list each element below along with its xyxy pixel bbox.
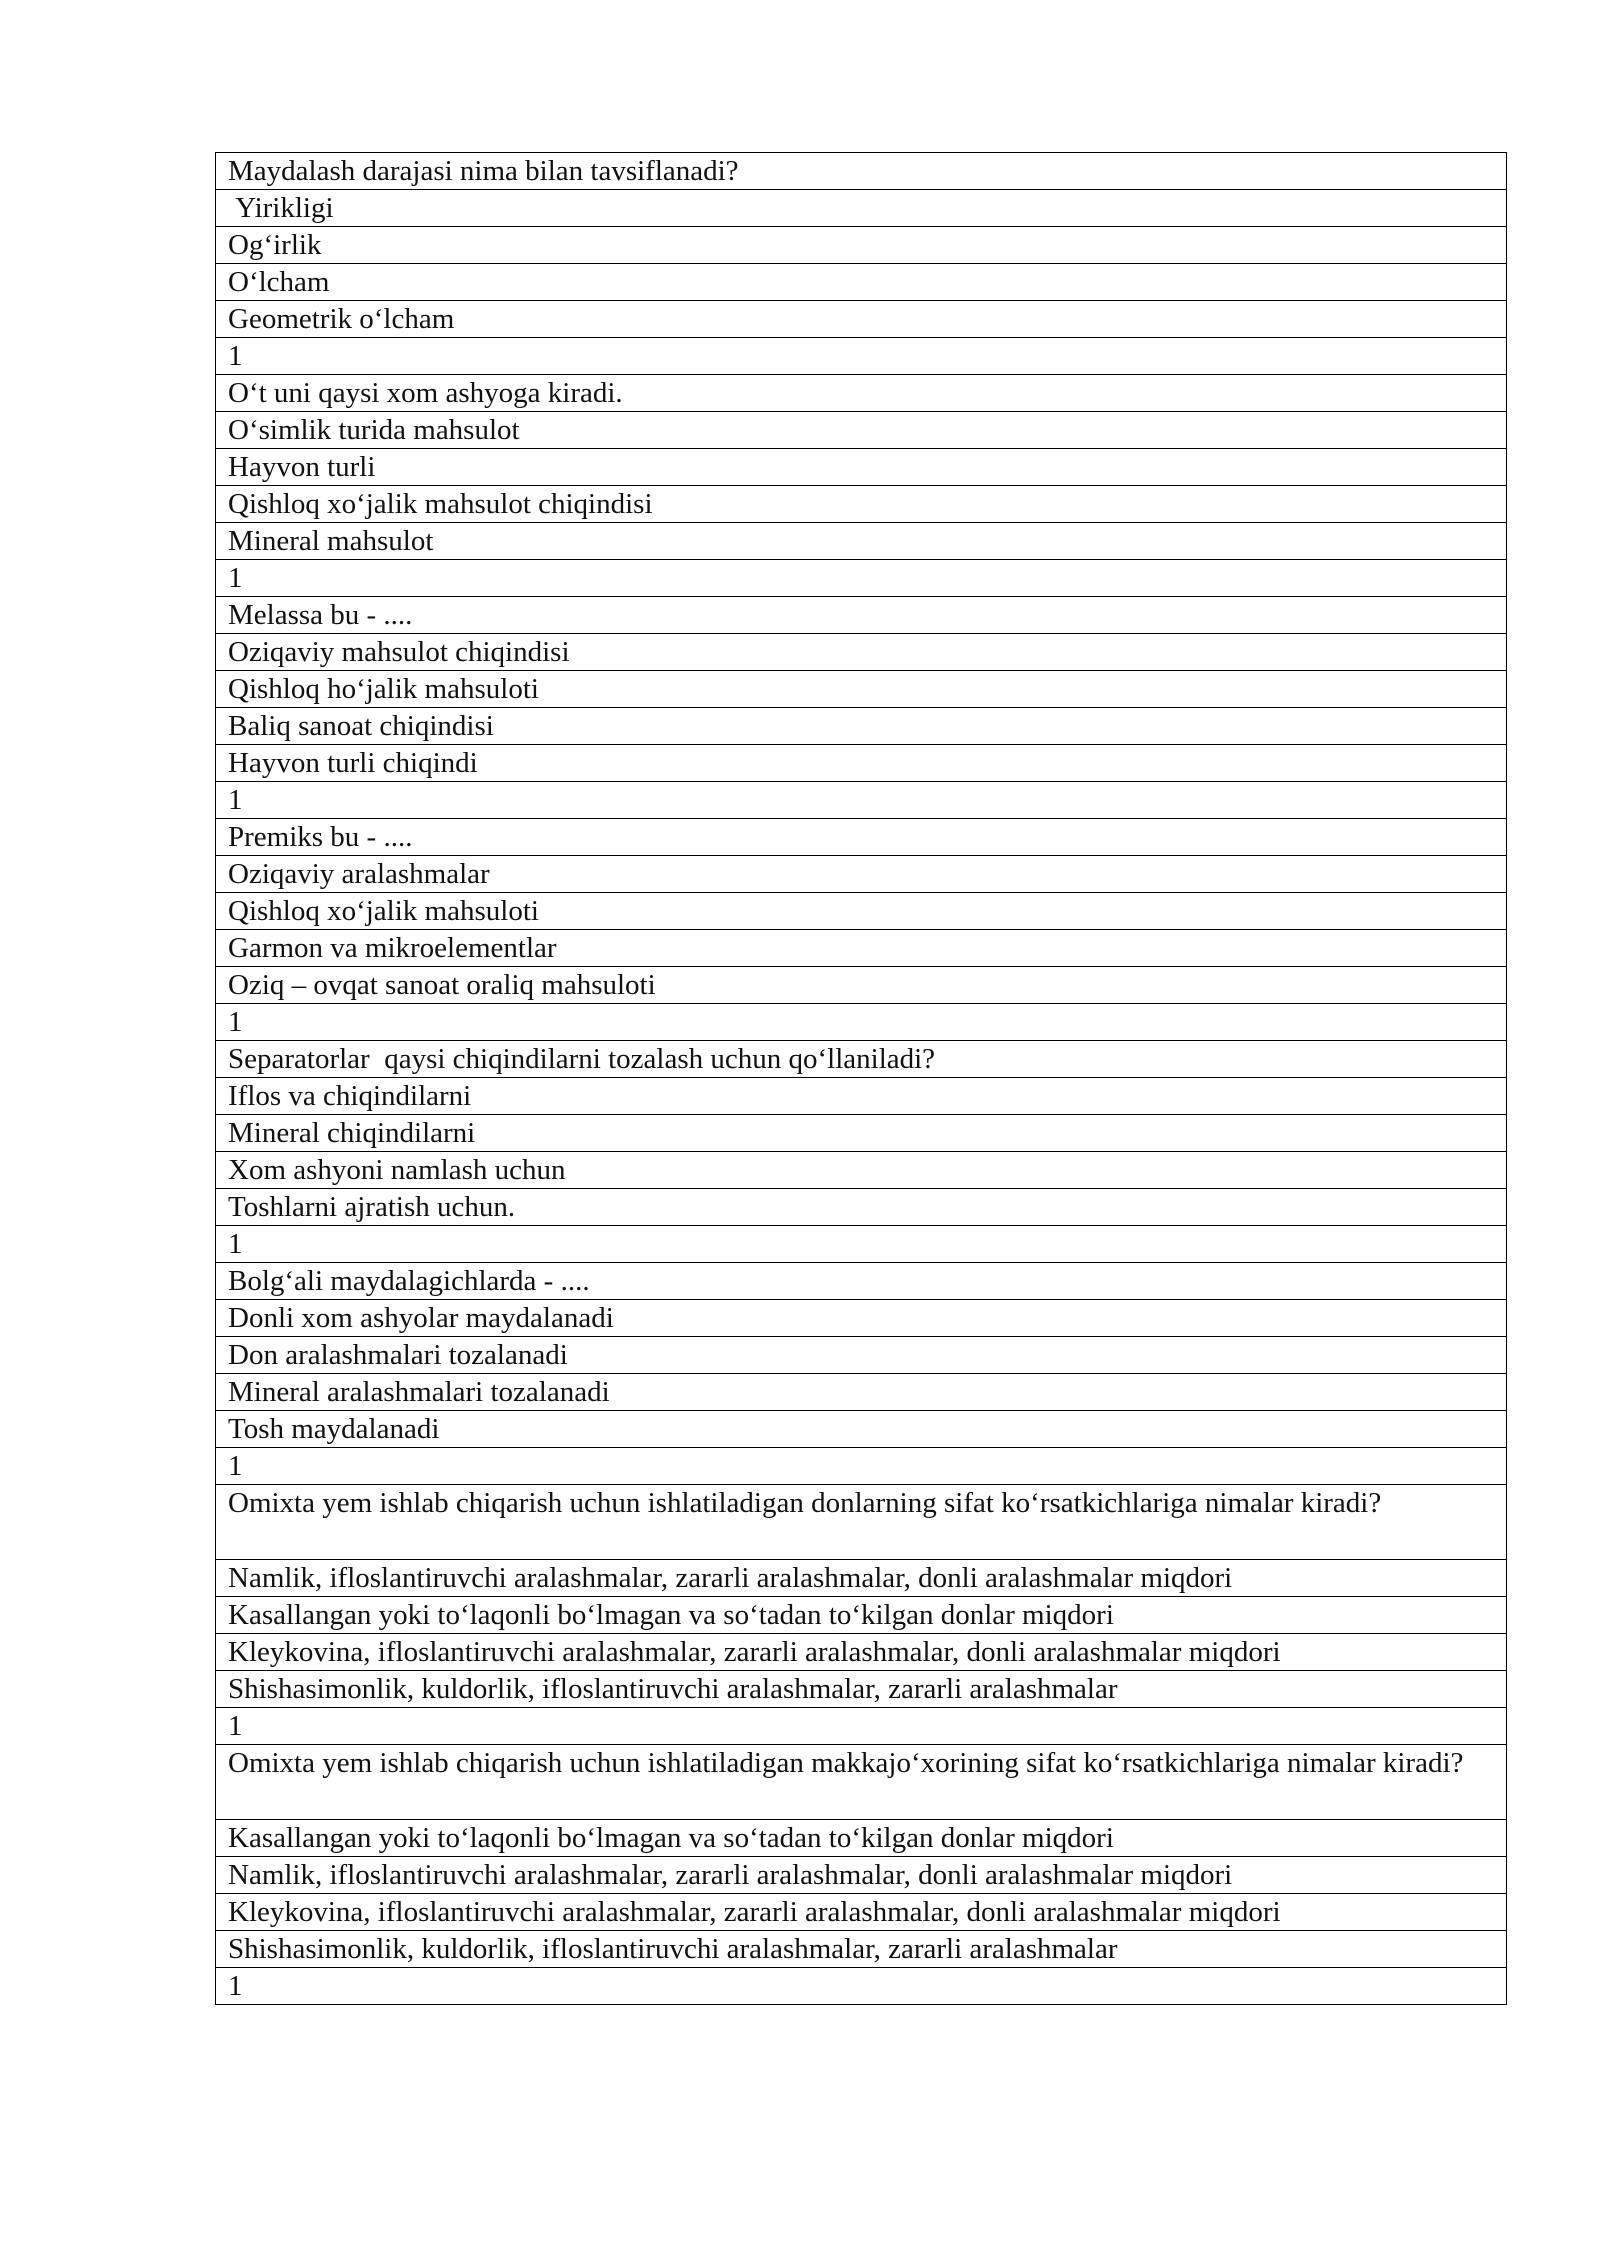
- table-cell: 1: [216, 1968, 1507, 2005]
- table-row: [216, 819, 1507, 856]
- table-row: [216, 449, 1507, 486]
- table-cell: Tosh maydalanadi: [216, 1411, 1507, 1448]
- table-cell: Bolg‘ali maydalagichlarda - ....: [216, 1263, 1507, 1300]
- table-row: [216, 1931, 1507, 1968]
- table-cell: Yirikligi: [216, 190, 1507, 227]
- table-cell: Geometrik o‘lcham: [216, 301, 1507, 338]
- table-row: [216, 1894, 1507, 1931]
- table-cell: Shishasimonlik, kuldorlik, ifloslantiruvchi aralashmalar, zararli aralashmalar: [216, 1931, 1507, 1968]
- table-row: [216, 1115, 1507, 1152]
- table-row: [216, 671, 1507, 708]
- table-row: [216, 301, 1507, 338]
- table-row: [216, 1671, 1507, 1708]
- table-row: [216, 1078, 1507, 1115]
- table-cell: 1: [216, 1708, 1507, 1745]
- table-cell: Baliq sanoat chiqindisi: [216, 708, 1507, 745]
- table-cell: Donli xom ashyolar maydalanadi: [216, 1300, 1507, 1337]
- table-cell: Kleykovina, ifloslantiruvchi aralashmalar, zararli aralashmalar, donli aralashmalar miqdori: [216, 1894, 1507, 1931]
- table-cell: Mineral aralashmalari tozalanadi: [216, 1374, 1507, 1411]
- table-cell: Namlik, ifloslantiruvchi aralashmalar, zararli aralashmalar, donli aralashmalar miqdori: [216, 1560, 1507, 1597]
- table-cell: Qishloq xo‘jalik mahsuloti: [216, 893, 1507, 930]
- table-cell: Iflos va chiqindilarni: [216, 1078, 1507, 1115]
- table-row: [216, 375, 1507, 412]
- table-row: [216, 1263, 1507, 1300]
- table-row: [216, 1485, 1507, 1560]
- table-cell: Hayvon turli chiqindi: [216, 745, 1507, 782]
- table-cell: Separatorlar qaysi chiqindilarni tozalash uchun qo‘llaniladi?: [216, 1041, 1507, 1078]
- table-cell: Mineral chiqindilarni: [216, 1115, 1507, 1152]
- table-cell: Kasallangan yoki to‘laqonli bo‘lmagan va so‘tadan to‘kilgan donlar miqdori: [216, 1820, 1507, 1857]
- table-cell: Don aralashmalari tozalanadi: [216, 1337, 1507, 1374]
- table-cell: 1: [216, 560, 1507, 597]
- table-row: [216, 1337, 1507, 1374]
- table-row: [216, 1300, 1507, 1337]
- table-row: [216, 1041, 1507, 1078]
- question-table: [215, 152, 1507, 2005]
- table-row: [216, 745, 1507, 782]
- table-row: [216, 856, 1507, 893]
- table-row: [216, 1820, 1507, 1857]
- table-row: [216, 1634, 1507, 1671]
- table-cell: Mineral mahsulot: [216, 523, 1507, 560]
- table-cell: 1: [216, 1004, 1507, 1041]
- table-row: [216, 153, 1507, 190]
- question-table-body: [216, 153, 1507, 2005]
- table-cell: Maydalash darajasi nima bilan tavsiflanadi?: [216, 153, 1507, 190]
- table-cell: Toshlarni ajratish uchun.: [216, 1189, 1507, 1226]
- table-cell: O‘simlik turida mahsulot: [216, 412, 1507, 449]
- table-row: [216, 1004, 1507, 1041]
- table-row: [216, 634, 1507, 671]
- table-row: [216, 523, 1507, 560]
- table-cell: O‘lcham: [216, 264, 1507, 301]
- table-row: [216, 560, 1507, 597]
- table-row: [216, 412, 1507, 449]
- table-row: [216, 1374, 1507, 1411]
- table-row: [216, 967, 1507, 1004]
- table-cell: Namlik, ifloslantiruvchi aralashmalar, zararli aralashmalar, donli aralashmalar miqdori: [216, 1857, 1507, 1894]
- table-cell: Oziqaviy aralashmalar: [216, 856, 1507, 893]
- table-row: [216, 597, 1507, 634]
- table-row: [216, 1745, 1507, 1820]
- table-row: [216, 1152, 1507, 1189]
- table-cell: 1: [216, 338, 1507, 375]
- table-row: [216, 1560, 1507, 1597]
- table-row: [216, 1708, 1507, 1745]
- table-row: [216, 1597, 1507, 1634]
- table-cell: Og‘irlik: [216, 227, 1507, 264]
- table-cell: 1: [216, 1226, 1507, 1263]
- table-row: [216, 1968, 1507, 2005]
- table-cell: Xom ashyoni namlash uchun: [216, 1152, 1507, 1189]
- table-row: [216, 338, 1507, 375]
- table-cell: Oziq – ovqat sanoat oraliq mahsuloti: [216, 967, 1507, 1004]
- table-row: [216, 1189, 1507, 1226]
- table-row: [216, 1448, 1507, 1485]
- table-row: [216, 708, 1507, 745]
- table-cell: Shishasimonlik, kuldorlik, ifloslantiruvchi aralashmalar, zararli aralashmalar: [216, 1671, 1507, 1708]
- table-cell: Garmon va mikroelementlar: [216, 930, 1507, 967]
- table-cell: Kleykovina, ifloslantiruvchi aralashmalar, zararli aralashmalar, donli aralashmalar miqdori: [216, 1634, 1507, 1671]
- table-cell: Melassa bu - ....: [216, 597, 1507, 634]
- table-row: [216, 1226, 1507, 1263]
- table-cell: Qishloq ho‘jalik mahsuloti: [216, 671, 1507, 708]
- table-cell: 1: [216, 1448, 1507, 1485]
- table-row: [216, 1857, 1507, 1894]
- table-cell: Qishloq xo‘jalik mahsulot chiqindisi: [216, 486, 1507, 523]
- table-row: [216, 1411, 1507, 1448]
- table-row: [216, 486, 1507, 523]
- table-row: [216, 190, 1507, 227]
- table-row: [216, 782, 1507, 819]
- table-cell: Omixta yem ishlab chiqarish uchun ishlatiladigan makkajo‘xorining sifat ko‘rsatkichlariga nimalar kiradi?: [216, 1745, 1507, 1820]
- table-row: [216, 227, 1507, 264]
- table-cell: Hayvon turli: [216, 449, 1507, 486]
- table-cell: 1: [216, 782, 1507, 819]
- table-cell: Oziqaviy mahsulot chiqindisi: [216, 634, 1507, 671]
- table-row: [216, 930, 1507, 967]
- table-cell: O‘t uni qaysi xom ashyoga kiradi.: [216, 375, 1507, 412]
- table-row: [216, 893, 1507, 930]
- table-cell: Premiks bu - ....: [216, 819, 1507, 856]
- table-row: [216, 264, 1507, 301]
- table-cell: Omixta yem ishlab chiqarish uchun ishlatiladigan donlarning sifat ko‘rsatkichlariga nimalar kiradi?: [216, 1485, 1507, 1560]
- table-cell: Kasallangan yoki to‘laqonli bo‘lmagan va so‘tadan to‘kilgan donlar miqdori: [216, 1597, 1507, 1634]
